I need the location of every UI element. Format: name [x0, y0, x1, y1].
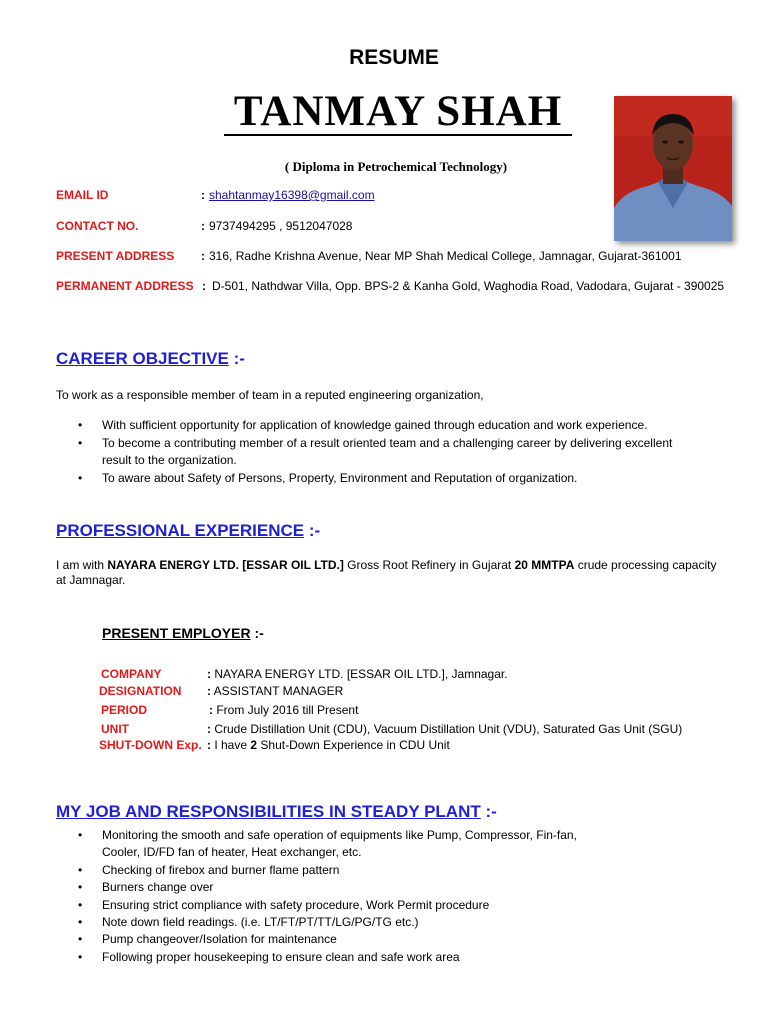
unit-label: UNIT [101, 722, 129, 736]
present-employer-title: PRESENT EMPLOYER [102, 625, 251, 641]
profile-photo [614, 96, 732, 241]
experience-company: NAYARA ENERGY LTD. [ESSAR OIL LTD.] [107, 558, 344, 572]
shutdown-text-1: I have [214, 738, 251, 752]
unit-row-value [207, 722, 682, 736]
designation-colon: : [207, 684, 211, 698]
shutdown-label: SHUT-DOWN Exp. [99, 738, 202, 752]
career-objective-list [78, 417, 698, 487]
career-objective-intro: To work as a responsible member of team in a reputed engineering organization, [56, 388, 484, 402]
designation-value: ASSISTANT MANAGER [213, 684, 344, 698]
present-address-label: PRESENT ADDRESS [56, 249, 175, 263]
company-label: COMPANY [101, 667, 162, 681]
experience-summary [56, 558, 726, 588]
unit-value: Crude Distillation Unit (CDU), Vacuum Distillation Unit (VDU), Saturated Gas Unit (SGU) [214, 722, 683, 736]
list-item: • Ensuring strict compliance with safety procedure, Work Permit procedure [78, 897, 618, 914]
period-colon: : [209, 703, 213, 717]
permanent-address-value: D-501, Nathdwar Villa, Opp. BPS-2 & Kanha Gold, Waghodia Road, Vadodara, Gujarat - 390025 [212, 279, 725, 293]
list-item: • Following proper housekeeping to ensure clean and safe work area [78, 949, 618, 966]
present-employer-heading [102, 625, 264, 641]
contact-number-value: 9737494295 , 9512047028 [209, 219, 353, 233]
shutdown-colon: : [207, 738, 211, 752]
professional-experience-title: PROFESSIONAL EXPERIENCE [56, 521, 305, 540]
career-objective-title: CAREER OBJECTIVE [56, 349, 229, 368]
company-value: NAYARA ENERGY LTD. [ESSAR OIL LTD.], Jamnagar. [214, 667, 508, 681]
email-link[interactable] [209, 188, 375, 202]
shutdown-row-value [207, 738, 450, 752]
list-item: • To aware about Safety of Persons, Property, Environment and Reputation of organization. [78, 470, 698, 488]
professional-experience-suffix: :- [304, 521, 321, 540]
job-responsibilities-list [78, 827, 618, 966]
contact-number-label: CONTACT NO. [56, 219, 139, 233]
job-responsibilities-title: MY JOB AND RESPONSIBILITIES IN STEADY PLANT [56, 802, 481, 821]
present-address-value: 316, Radhe Krishna Avenue, Near MP Shah Medical College, Jamnagar, Gujarat-361001 [209, 249, 682, 263]
shutdown-text-2: Shut-Down Experience in CDU Unit [257, 738, 450, 752]
email-colon: : [201, 188, 205, 202]
professional-experience-heading [56, 521, 320, 541]
list-item: • Pump changeover/Isolation for maintenance [78, 931, 618, 948]
qualification: ( Diploma in Petrochemical Technology) [284, 159, 508, 174]
company-row-value [207, 667, 508, 681]
list-item: • Burners change over [78, 879, 618, 896]
list-item: • Checking of firebox and burner flame pattern [78, 862, 618, 879]
job-responsibilities-suffix: :- [480, 802, 497, 821]
permanent-address-label: PERMANENT ADDRESS [56, 279, 194, 293]
experience-text-2: Gross Root Refinery in Gujarat [343, 558, 515, 572]
present-address-colon: : [201, 249, 205, 263]
period-value: From July 2016 till Present [216, 703, 359, 717]
period-label: PERIOD [101, 703, 148, 717]
list-item: • To become a contributing member of a result oriented team and a challenging career by delivering excellent result to the organization. [78, 435, 698, 470]
shutdown-count: 2 [250, 738, 258, 752]
period-row-value [209, 703, 358, 717]
name-underline [224, 134, 572, 136]
candidate-name: TANMAY SHAH [233, 88, 563, 135]
present-employer-suffix: :- [250, 625, 264, 641]
permanent-address-colon: : [202, 279, 206, 293]
unit-colon: : [207, 722, 211, 736]
career-objective-suffix: :- [228, 349, 245, 368]
job-responsibilities-heading [56, 802, 497, 822]
experience-text-1: I am with [56, 558, 108, 572]
designation-label: DESIGNATION [99, 684, 182, 698]
contact-number-colon: : [201, 219, 205, 233]
company-colon: : [207, 667, 211, 681]
list-item: • With sufficient opportunity for application of knowledge gained through education and work experience. [78, 417, 698, 435]
resume-heading: RESUME [349, 46, 439, 69]
list-item: • Note down field readings. (i.e. LT/FT/PT/TT/LG/PG/TG etc.) [78, 914, 618, 931]
experience-text-3: crude processing capacity at Jamnagar. [56, 558, 717, 587]
designation-row-value [207, 684, 343, 698]
email-label: EMAIL ID [56, 188, 109, 202]
list-item: • Monitoring the smooth and safe operation of equipments like Pump, Compressor, Fin-fan, Cooler, ID/FD fan of heater, Heat exchanger, etc. [78, 827, 618, 862]
career-objective-heading [56, 349, 245, 369]
experience-capacity: 20 MMTPA [514, 558, 575, 572]
email-value[interactable]: shahtanmay16398@gmail.com [209, 188, 375, 202]
